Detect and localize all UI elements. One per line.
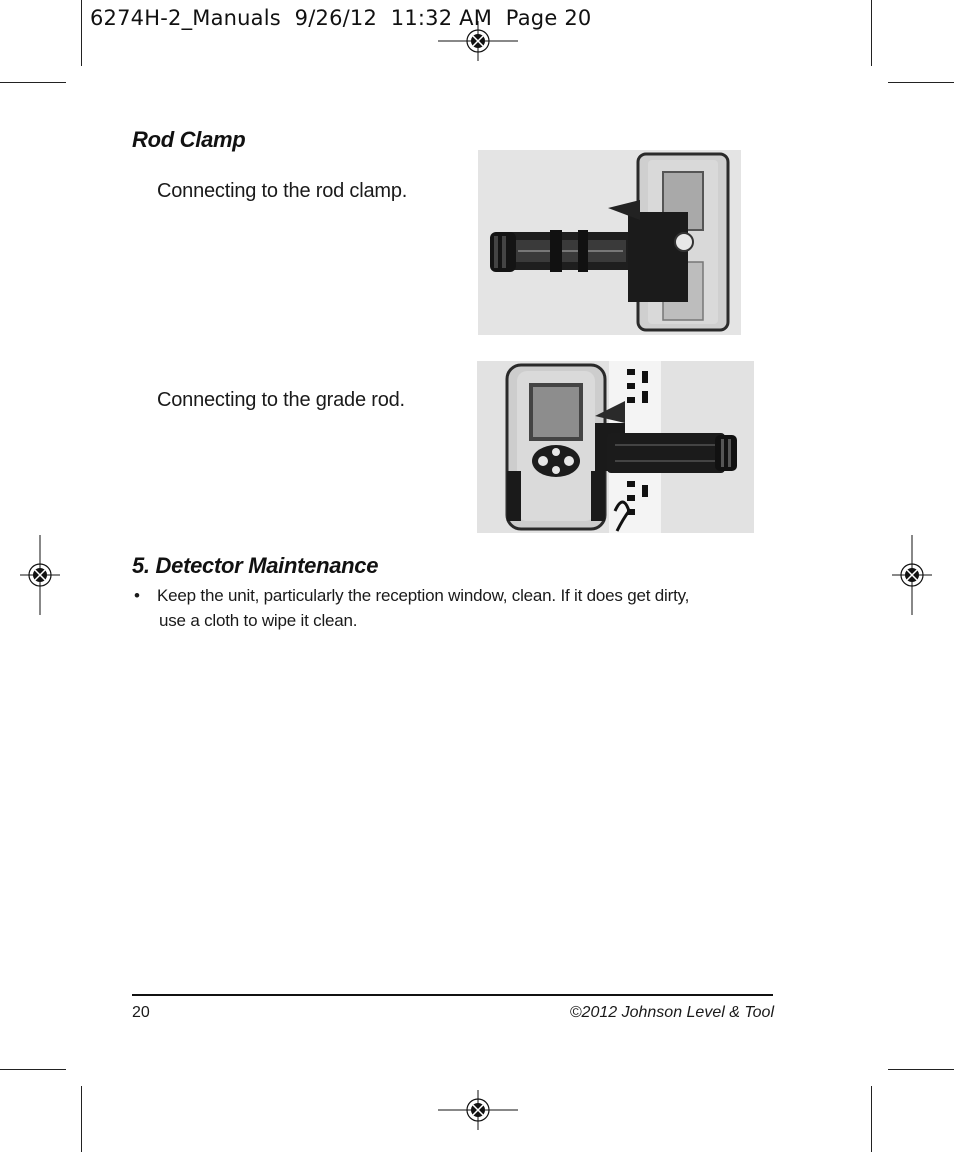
crop-mark-top-right-horizontal [888,82,954,83]
footer-rule [132,994,773,996]
crop-mark-top-left-horizontal [0,82,66,83]
detector-maintenance-heading: 5. Detector Maintenance [132,553,379,578]
registration-mark-bottom-icon [438,1090,518,1130]
crop-mark-bottom-left-horizontal [0,1069,66,1070]
registration-mark-right-icon [892,535,932,615]
bullet-marker: • [134,586,140,605]
crop-mark-top-left-vertical [81,0,82,66]
registration-mark-left-icon [20,535,60,615]
grade-rod-caption: Connecting to the grade rod. [157,389,405,411]
maintenance-bullet-line-2: use a cloth to wipe it clean. [159,611,358,630]
crop-mark-bottom-right-horizontal [888,1069,954,1070]
rod-clamp-heading: Rod Clamp [132,127,246,152]
rod-clamp-caption: Connecting to the rod clamp. [157,180,408,202]
crop-mark-bottom-right-vertical [871,1086,872,1152]
crop-mark-bottom-left-vertical [81,1086,82,1152]
maintenance-bullet-line-1: Keep the unit, particularly the reception window, clean. If it does get dirty, [157,586,690,605]
page-number: 20 [132,1004,150,1021]
copyright-notice: ©2012 Johnson Level & Tool [569,1004,774,1021]
crop-mark-top-right-vertical [871,0,872,66]
rod-clamp-photo [478,150,741,335]
print-slug: 6274H-2_Manuals 9/26/12 11:32 AM Page 20 [90,6,592,30]
registration-mark-top-icon [438,21,518,61]
grade-rod-photo [477,361,754,533]
